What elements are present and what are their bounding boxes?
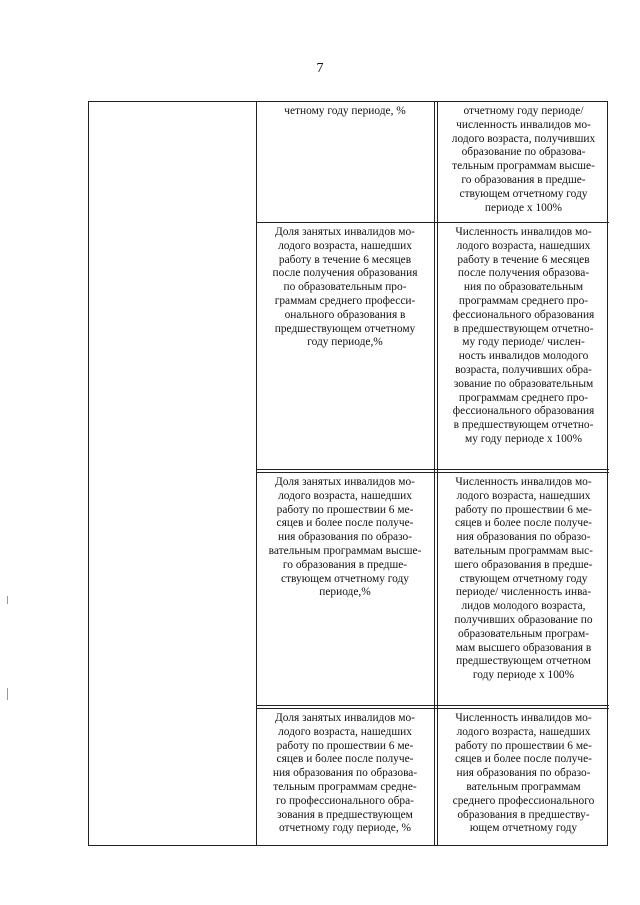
indicator-cell: Доля занятых инвалидов мо- лодого возраста, нашедших работу в течение 6 месяцев после получения образования по образовательным про- граммам среднего професси- онального образования в предшествующем отчетному году периоде,% — [272, 226, 418, 349]
formula-cell: Численность инвалидов мо- лодого возраста, нашедших работу по прошествии 6 ме- сяцев и более после получе- ния образования по образо- вательным программам среднего профессионального образования в предшеству- ющем отчетному году — [452, 712, 595, 835]
indicator-cell: Доля занятых инвалидов мо- лодого возраста, нашедших работу по прошествии 6 ме- сяцев и более после получе- ния образования по образо- вательным программам высше- го образования в предше- ствующем отчетному году периоде,% — [268, 476, 422, 599]
indicator-cell: Доля занятых инвалидов мо- лодого возраста, нашедших работу по прошествии 6 ме- сяцев и более после получе- ния образования по образова- тельным программам средне- го профессионального обра- зования в предшествующем отчетному году периоде, % — [272, 712, 418, 835]
indicator-table — [88, 101, 608, 846]
row-separator-2b — [256, 472, 609, 473]
row-separator-1 — [256, 222, 609, 223]
indicator-cell: четному году периоде, % — [284, 105, 406, 117]
column-divider-3 — [437, 102, 438, 845]
page-number: 7 — [316, 61, 324, 76]
formula-cell: Численность инвалидов мо- лодого возраста, нашедших работу по прошествии 6 ме- сяцев и более после получе- ния образования по образо- вательным программам выс- шего образования в предше- ствующем отчетному году периоде/ численность инва- лидов молодого возраста, получивших образование по образовательным програм- мам высшего образования в предшествующем отчетном году периоде х 100% — [454, 476, 593, 682]
formula-cell: отчетному году периоде/ численность инвалидов мо- лодого возраста, получивших образование по образова- тельным программам высше- го образования в предше- ствующем отчетному году периоде х 100% — [451, 105, 596, 214]
row-separator-3 — [256, 705, 609, 706]
column-divider-1 — [256, 102, 257, 845]
column-divider-2 — [434, 102, 435, 845]
row-separator-2 — [256, 469, 609, 470]
formula-cell: Численность инвалидов мо- лодого возраста, нашедших работу в течение 6 месяцев после получения образова- ния по образовательным программам среднего про- фессионального образования в предшествующем отчетно- му году периоде/ числен- ность инвалидов молодого возраста, получивших обра- зование по образовательным программам среднего про- фессионального образования в предшествующем отчетно- му году периоде х 100% — [452, 226, 595, 445]
scan-mark — [7, 688, 8, 700]
row-separator-3b — [256, 708, 609, 709]
scan-mark — [7, 596, 8, 604]
